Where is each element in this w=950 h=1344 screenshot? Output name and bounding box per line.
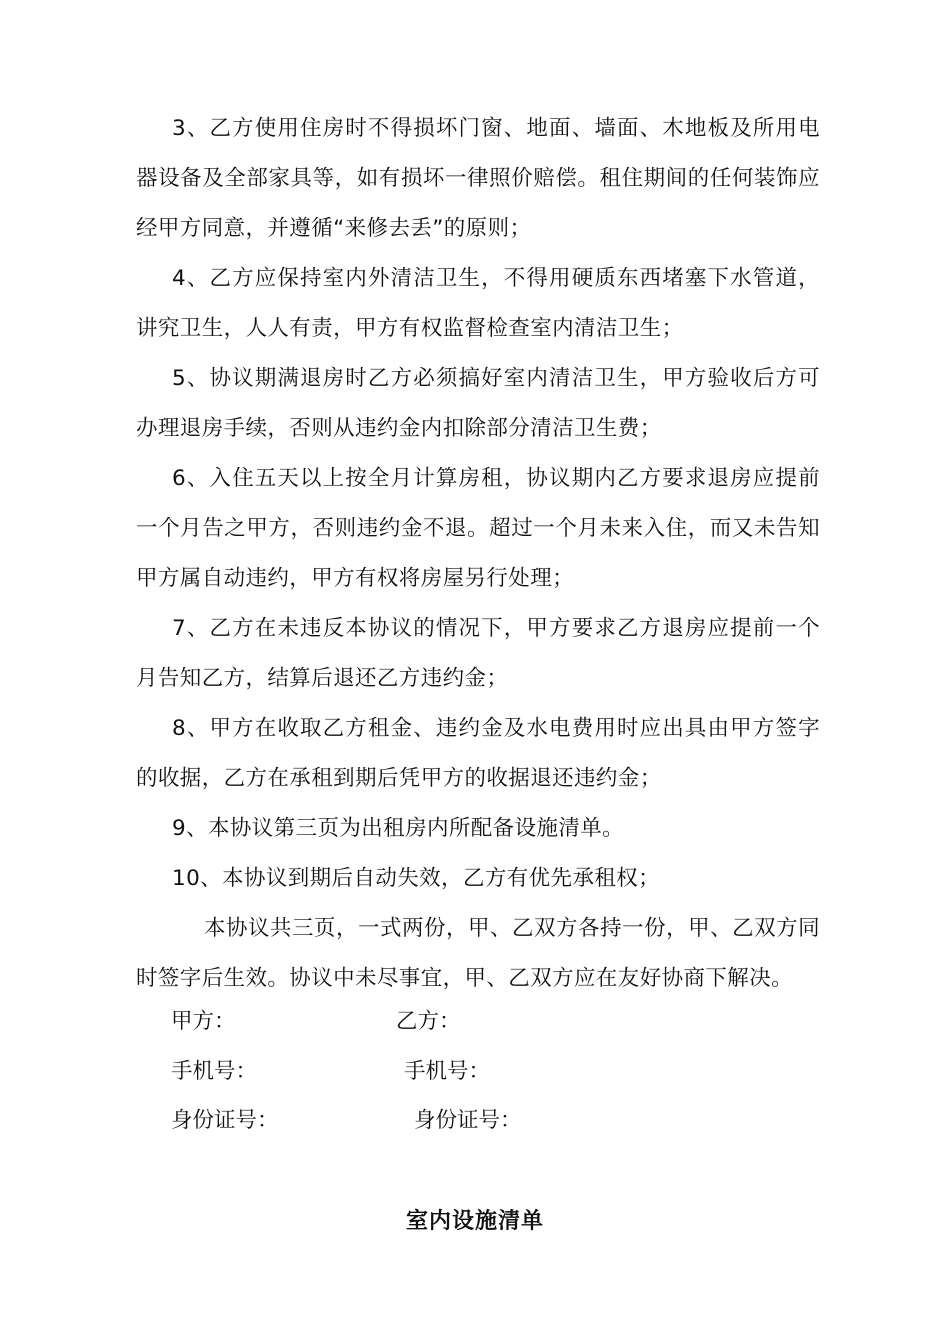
agreement-clauses <box>136 104 820 1004</box>
clause-5: 5、协议期满退房时乙方必须搞好室内清洁卫生，甲方验收后方可办理退房手续，否则从违约金内扣除部分清洁卫生费； <box>136 366 820 441</box>
clause-8: 8、甲方在收取乙方租金、违约金及水电费用时应出具由甲方签字的收据，乙方在承租到期后凭甲方的收据退还违约金； <box>136 716 820 791</box>
party-b-label: 乙方： <box>396 1009 461 1034</box>
party-b-id-label: 身份证号： <box>414 1108 522 1133</box>
clause-7: 7、乙方在未违反本协议的情况下，甲方要求乙方退房应提前一个月告知乙方，结算后退还乙方违约金； <box>136 616 820 691</box>
party-a-label: 甲方： <box>171 1009 236 1034</box>
clause-3: 3、乙方使用住房时不得损坏门窗、地面、墙面、木地板及所用电器设备及全部家具等，如有损坏一律照价赔偿。租住期间的任何装饰应经甲方同意，并遵循“来修去丢”的原则； <box>136 116 820 241</box>
party-a-id-label: 身份证号： <box>171 1108 279 1133</box>
clause-4: 4、乙方应保持室内外清洁卫生，不得用硬质东西堵塞下水管道，讲究卫生，人人有责，甲方有权监督检查室内清洁卫生； <box>136 266 820 341</box>
clause-6: 6、入住五天以上按全月计算房租，协议期内乙方要求退房应提前一个月告之甲方，否则违约金不退。超过一个月未来入住，而又未告知甲方属自动违约，甲方有权将房屋另行处理； <box>136 466 820 591</box>
party-a-phone-label: 手机号： <box>171 1059 258 1084</box>
clause-9: 9、本协议第三页为出租房内所配备设施清单。 <box>172 816 625 841</box>
closing-statement: 本协议共三页，一式两份，甲、乙双方各持一份，甲、乙双方同时签字后生效。协议中未尽事宜，甲、乙双方应在友好协商下解决。 <box>136 916 820 991</box>
party-b-phone-label: 手机号： <box>404 1059 491 1084</box>
facilities-list-title: 室内设施清单 <box>405 1209 544 1234</box>
clause-10: 10、本协议到期后自动失效，乙方有优先承租权； <box>172 866 661 891</box>
